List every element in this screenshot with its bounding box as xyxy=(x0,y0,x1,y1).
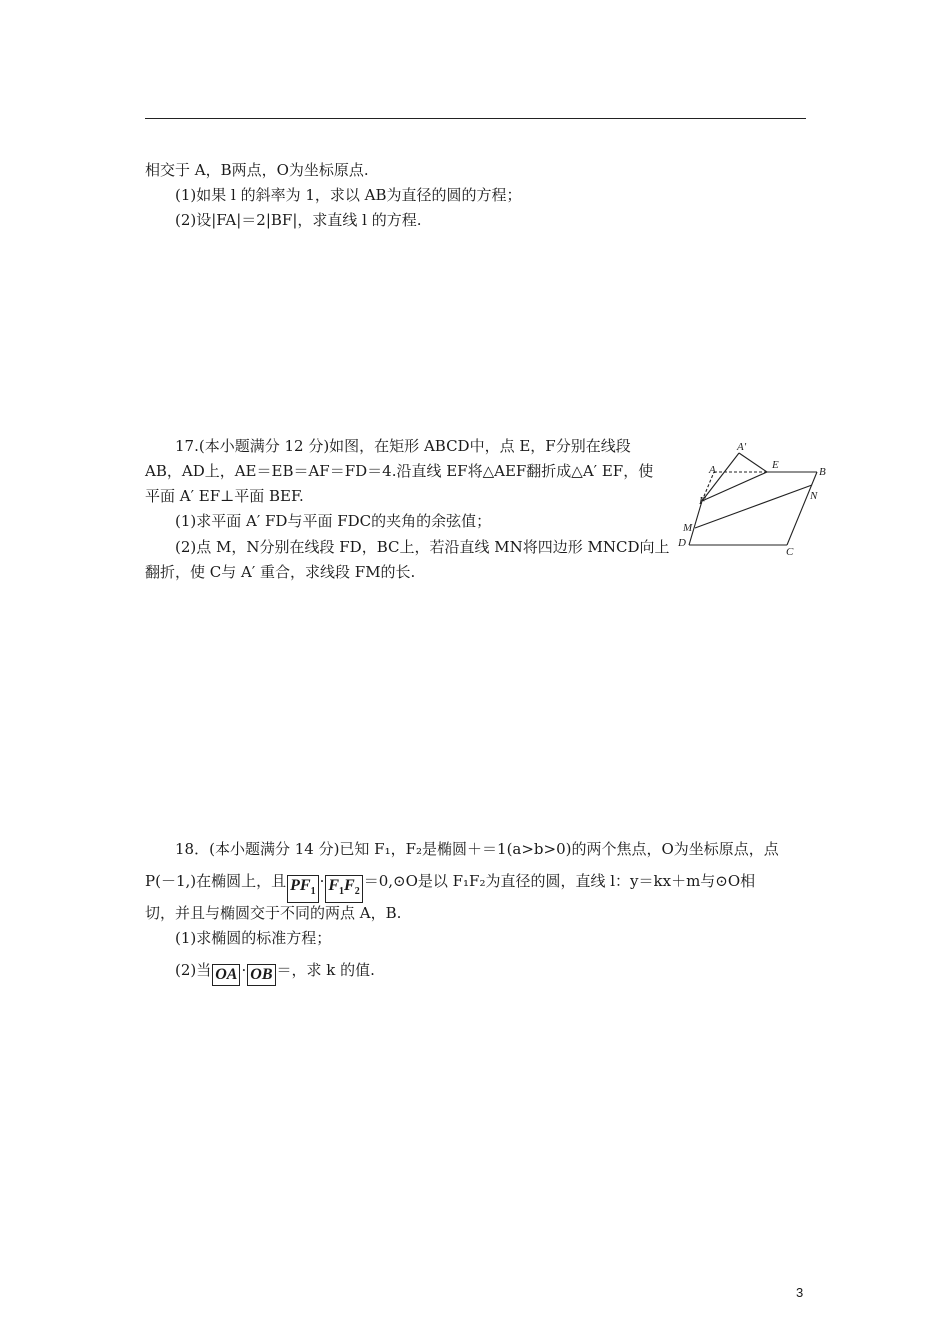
edge-a-prime-e xyxy=(739,453,767,472)
q18-line2-pre: P(－1,)在椭圆上，且 xyxy=(145,872,287,890)
label-e: E xyxy=(772,459,779,471)
vector-pf1-box: $PF_1$ xyxy=(287,875,318,903)
q16-part2: (2)设|FA|＝2|BF|，求直线 l 的方程. xyxy=(175,211,422,229)
label-n: N xyxy=(810,490,818,502)
folding-rectangle-figure xyxy=(676,436,836,558)
vector-ob-box: OB xyxy=(247,964,275,986)
label-b: B xyxy=(819,466,826,478)
q18-line2-post: ＝0,⊙O是以 F₁F₂为直径的圆，直线 l：y＝kx＋m与⊙O相 xyxy=(363,872,756,890)
q17-line-last: 翻折，使 C与 A′ 重合，求线段 FM的长. xyxy=(145,563,416,581)
q17-line3: 平面 A′ EF⊥平面 BEF. xyxy=(145,487,304,505)
vector-f1f2-box: $F_1F_2$ xyxy=(325,875,362,903)
vector-oa-box: OA xyxy=(212,964,240,986)
q16-part1: (1)如果 l 的斜率为 1，求以 AB为直径的圆的方程； xyxy=(175,186,522,204)
q18-part2-pre: (2)当 xyxy=(175,961,212,979)
label-f: F xyxy=(699,495,706,507)
edge-mn xyxy=(695,485,812,528)
label-d: D xyxy=(678,537,686,549)
q18-part2-post: ＝，求 k 的值. xyxy=(276,961,375,979)
edge-cb xyxy=(787,472,817,545)
header-rule xyxy=(145,118,806,119)
q18-line2 xyxy=(145,871,755,903)
q17-part1: (1)求平面 A′ FD与平面 FDC的夹角的余弦值； xyxy=(175,512,492,530)
dot-operator: · xyxy=(319,872,325,890)
page-number: 3 xyxy=(796,1285,804,1300)
edge-fa-prime xyxy=(702,453,739,501)
q16-line1: 相交于 A，B两点，O为坐标原点. xyxy=(145,161,369,179)
dot-operator: · xyxy=(241,961,247,979)
label-c: C xyxy=(786,546,794,558)
q18-part2 xyxy=(175,960,375,986)
label-a: A xyxy=(709,464,716,476)
q18-line1: 18．(本小题满分 14 分)已知 F₁，F₂是椭圆＋＝1(a>b>0)的两个焦点，O为坐标原点，点 xyxy=(175,840,779,858)
q18-part1: (1)求椭圆的标准方程； xyxy=(175,929,332,947)
q17-line1: 17.(本小题满分 12 分)如图，在矩形 ABCD中，点 E，F分别在线段 xyxy=(175,437,631,455)
label-m: M xyxy=(683,522,693,534)
q17-part2: (2)点 M，N分别在线段 FD，BC上，若沿直线 MN将四边形 MNCD向上 xyxy=(175,538,670,556)
q18-line3: 切，并且与椭圆交于不同的两点 A，B. xyxy=(145,904,402,922)
label-a-prime: A′ xyxy=(737,441,747,453)
q17-line2: AB，AD上，AE＝EB＝AF＝FD＝4.沿直线 EF将△AEF翻折成△A′ EF，使 xyxy=(145,462,654,480)
